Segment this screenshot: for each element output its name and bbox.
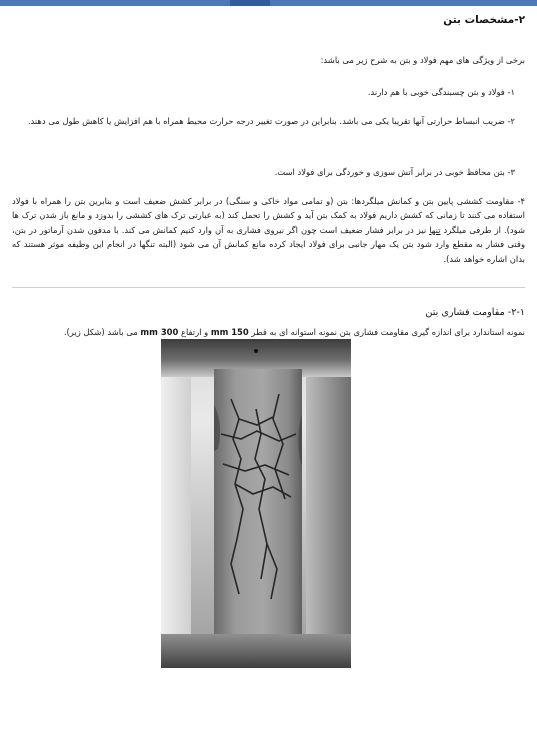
concrete-cylinder-photo: [161, 339, 351, 668]
height-value: 300 mm: [140, 327, 179, 337]
subsection-text-b: و ارتفاع: [180, 327, 209, 337]
crack-pattern: [161, 339, 351, 668]
list-item-3: ۳- بتن محافظ خوبی در برابر آتش سوزی و خوردگی برای فولاد است.: [274, 167, 515, 177]
spall-left: [214, 405, 220, 451]
cracks: [221, 394, 296, 599]
crack-line: [273, 394, 285, 499]
subsection-text-c: می باشد (شکل زیر).: [63, 327, 138, 337]
crack-line: [221, 431, 296, 441]
subsection-heading: ۲-۱- مقاومت فشاری بتن: [425, 307, 525, 318]
list-item-4-text-b: نیز در برابر فشار ضعیف است چون اگر نیروی فشاری به آن وارد کنیم کمانش می کند. با مدفون شدن آرماتور در بتن، وقتی فشار به مقطع وارد شود بتن یک مهار جانبی برای فولاد ایجاد کرده مانع کمانش آن می شود (البته تنگها در انجام این وظیفه موثر هستند که بدان اشاره خواهد شد).: [12, 224, 525, 264]
list-item-4-text-a: ۴- مقاومت کششی پایین بتن و کمانش میلگردها: بتن (و تمامی مواد خاکی و سنگی) در برابر کشش ضعیف است و بنابرین بتن را همراه با فولاد استفاده می کنند تا زمانی که کشش داریم فولاد به کمک بتن آید و کشش را تحمل کند (به عبارتی ترک های کششی را بدوزد و مانع باز شدن ترک ها شود). از طرفی میلگرد: [12, 196, 525, 235]
intro-paragraph: برخی از ویژگی های مهم فولاد و بتن به شرح زیر می باشد:: [320, 55, 525, 65]
diameter-value: 150 mm: [210, 327, 249, 337]
spall-right: [298, 414, 302, 464]
subsection-paragraph: [12, 325, 525, 340]
lower-platen: [161, 634, 351, 668]
crack-line: [231, 539, 239, 594]
crack-line: [267, 544, 277, 599]
spalling: [214, 405, 302, 464]
section-divider: [12, 287, 525, 288]
list-item-4-underlined-word: تنها: [429, 224, 441, 235]
list-item-4: [12, 194, 525, 266]
list-item-1: ۱- فولاد و بتن چسبندگی خوبی با هم دارند.: [367, 87, 515, 97]
list-item-2: ۲- ضریب انبساط حرارتی آنها تقریبا یکی می باشد. بنابراین در صورت تغییر درجه حرارت محیط همراه با هم افزایش یا کاهش طول می دهند.: [27, 116, 515, 126]
crack-line: [223, 464, 289, 475]
subsection-text-a: نمونه استاندارد برای اندازه گیری مقاومت فشاری بتن نمونه استوانه ای به قطر: [251, 327, 525, 337]
section-heading: ۲-مشخصات بتن: [443, 14, 525, 26]
crack-line: [239, 417, 273, 425]
